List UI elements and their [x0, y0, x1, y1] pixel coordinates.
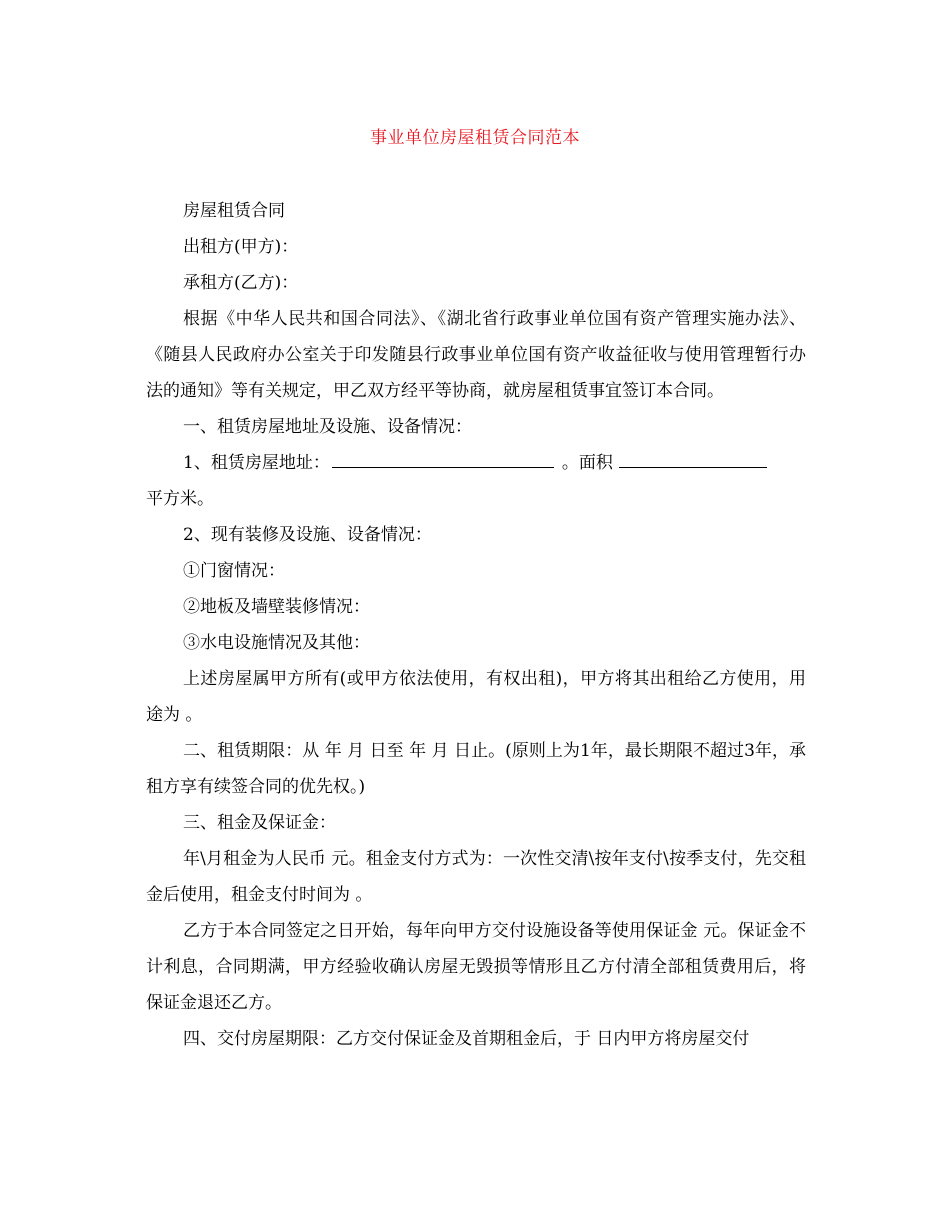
- address-label: 1、租赁房屋地址：: [183, 453, 330, 473]
- paragraph-lessee: 承租方(乙方)：: [183, 273, 299, 293]
- paragraph-deposit: 乙方于本合同签定之日开始，每年向甲方交付设施设备等使用保证金 元。保证金不计利息，合同期满，甲方经验收确认房屋无毁损等情形且乙方付清全部租赁费用后，将保证金退还乙方。: [146, 921, 806, 1013]
- area-blank: [619, 447, 767, 468]
- paragraph-doors-windows: ①门窗情况：: [183, 561, 285, 581]
- paragraph-address: [146, 445, 806, 517]
- document-title: 事业单位房屋租赁合同范本: [370, 128, 580, 148]
- paragraph-contract-heading: 房屋租赁合同: [183, 201, 285, 221]
- paragraph-lease-term: 二、租赁期限：从 年 月 日至 年 月 日止。(原则上为1年，最长期限不超过3年，承租方享有续签合同的优先权。): [146, 741, 806, 797]
- paragraph-legal-basis: 根据《中华人民共和国合同法》、《湖北省行政事业单位国有资产管理实施办法》、《随县人民政府办公室关于印发随县行政事业单位国有资产收益征收与使用管理暂行办法的通知》等有关规定，甲乙双方经平等协商，就房屋租赁事宜签订本合同。: [146, 309, 806, 401]
- document-body: [146, 193, 806, 1057]
- paragraph-lessor: 出租方(甲方)：: [183, 237, 299, 257]
- paragraph-rent: 年\月租金为人民币 元。租金支付方式为：一次性交清\按年支付\按季支付，先交租金后使用，租金支付时间为 。: [146, 849, 806, 905]
- area-unit: 平方米。: [146, 489, 214, 509]
- paragraph-floor-walls: ②地板及墙壁装修情况：: [183, 597, 370, 617]
- address-blank: [332, 447, 554, 468]
- paragraph-delivery: 四、交付房屋期限：乙方交付保证金及首期租金后，于 日内甲方将房屋交付: [183, 1029, 750, 1049]
- area-label: 。面积: [561, 453, 613, 473]
- paragraph-section-1: 一、租赁房屋地址及设施、设备情况：: [183, 417, 472, 437]
- paragraph-utilities: ③水电设施情况及其他：: [183, 633, 370, 653]
- paragraph-section-3: 三、租金及保证金：: [183, 813, 336, 833]
- paragraph-decoration: 2、现有装修及设施、设备情况：: [183, 525, 432, 545]
- paragraph-ownership: 上述房屋属甲方所有(或甲方依法使用，有权出租)，甲方将其出租给乙方使用，用途为 。: [146, 669, 806, 725]
